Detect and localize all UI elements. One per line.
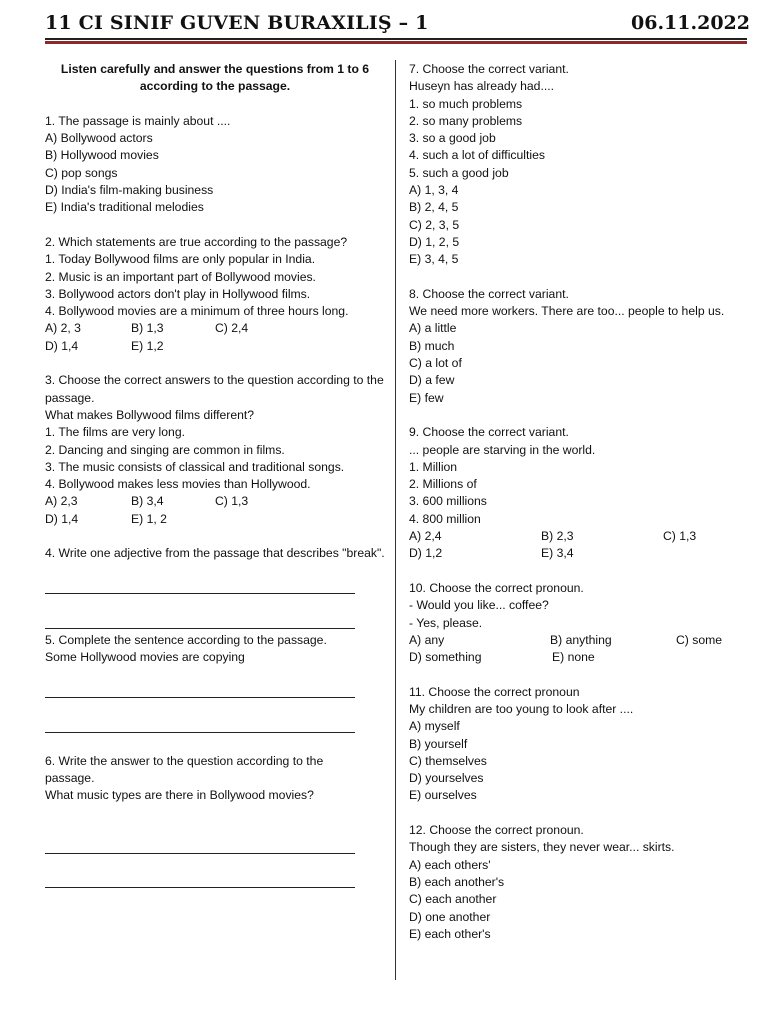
answer-option[interactable]: D) a few — [409, 373, 455, 388]
statement: 1. The films are very long. — [45, 425, 185, 440]
header-rule-accent — [45, 41, 747, 44]
question-stem: ... people are starving in the world. — [409, 442, 596, 457]
question-4 — [45, 545, 385, 631]
answer-option[interactable]: D) 1, 2, 5 — [409, 234, 460, 249]
instructions: Listen carefully and answer the questions from 1 to 6 according to the passage. — [60, 62, 370, 94]
question-prompt: 1. The passage is mainly about .... — [45, 113, 231, 128]
question-5 — [45, 632, 385, 736]
sentence-stem: Some Hollywood movies are copying — [45, 650, 245, 665]
dialog-line: - Yes, please. — [409, 615, 483, 630]
question-9 — [409, 424, 754, 562]
answer-option[interactable]: E) ourselves — [409, 788, 477, 803]
answer-line[interactable] — [45, 874, 385, 891]
column-divider — [395, 60, 396, 980]
answer-option[interactable]: B) yourself — [409, 736, 468, 751]
statement: 3. so a good job — [409, 131, 496, 146]
answer-option[interactable]: C) pop songs — [45, 165, 118, 180]
answer-option[interactable]: A) 2,4 — [409, 529, 442, 544]
statement: 1. so much problems — [409, 96, 523, 111]
statement: 4. 800 million — [409, 511, 481, 526]
answer-option[interactable]: E) 1, 2 — [131, 511, 167, 526]
question-12 — [409, 822, 754, 943]
answer-option[interactable]: B) Hollywood movies — [45, 148, 159, 163]
answer-option[interactable]: D) something — [409, 650, 482, 665]
statement: 2. Millions of — [409, 477, 477, 492]
answer-option[interactable]: B) 2,3 — [541, 529, 574, 544]
statement: 2. so many problems — [409, 113, 523, 128]
question-2 — [45, 234, 385, 355]
answer-option[interactable]: D) 1,2 — [409, 546, 443, 561]
answer-line[interactable] — [45, 580, 385, 597]
answer-option[interactable]: C) a lot of — [409, 356, 462, 371]
answer-line[interactable] — [45, 839, 385, 856]
dialog-line: - Would you like... coffee? — [409, 598, 549, 613]
answer-option[interactable]: A) a little — [409, 321, 457, 336]
answer-option[interactable]: B) 3,4 — [131, 494, 164, 509]
answer-option[interactable]: A) myself — [409, 719, 460, 734]
answer-option[interactable]: B) anything — [550, 632, 612, 647]
statement: 4. Bollywood makes less movies than Hollywood. — [45, 477, 311, 492]
answer-option[interactable]: E) few — [409, 390, 444, 405]
answer-option[interactable]: C) 2, 3, 5 — [409, 217, 460, 232]
exam-date: 06.11.2022 — [631, 12, 750, 34]
question-stem: Huseyn has already had.... — [409, 79, 554, 94]
statement: 5. such a good job — [409, 165, 509, 180]
answer-option[interactable]: E) each other's — [409, 926, 491, 941]
answer-option[interactable]: C) 1,3 — [663, 529, 697, 544]
question-prompt: 4. Write one adjective from the passage that describes "break". — [45, 546, 385, 561]
answer-line[interactable] — [45, 615, 385, 632]
question-1 — [45, 113, 385, 217]
statement: 1. Today Bollywood films are only popular in India. — [45, 252, 316, 267]
question-stem: My children are too young to look after .... — [409, 701, 634, 716]
answer-option[interactable]: C) themselves — [409, 753, 487, 768]
question-prompt: 2. Which statements are true according to the passage? — [45, 234, 348, 249]
answer-option[interactable]: A) any — [409, 632, 445, 647]
answer-option[interactable]: B) much — [409, 338, 455, 353]
statement: 4. such a lot of difficulties — [409, 148, 545, 163]
answer-option[interactable]: C) 2,4 — [215, 321, 249, 336]
answer-option[interactable]: E) 3,4 — [541, 546, 574, 561]
question-prompt: 3. Choose the correct answers to the question according to the passage. — [45, 373, 384, 405]
answer-option[interactable]: C) 1,3 — [215, 494, 249, 509]
header-rule — [45, 38, 747, 40]
question-text: What makes Bollywood films different? — [45, 407, 255, 422]
answer-line[interactable] — [45, 684, 385, 701]
right-column — [409, 61, 754, 943]
answer-option[interactable]: E) India's traditional melodies — [45, 200, 204, 215]
question-prompt: 7. Choose the correct variant. — [409, 62, 569, 76]
question-11 — [409, 684, 754, 805]
question-prompt: 9. Choose the correct variant. — [409, 425, 569, 440]
answer-option[interactable]: C) each another — [409, 892, 497, 907]
statement: 3. 600 millions — [409, 494, 487, 509]
question-prompt: 5. Complete the sentence according to the passage. — [45, 632, 327, 647]
answer-option[interactable]: A) 2,3 — [45, 494, 78, 509]
question-6 — [45, 753, 385, 891]
answer-option[interactable]: E) 3, 4, 5 — [409, 252, 459, 267]
question-text: What music types are there in Bollywood movies? — [45, 788, 314, 803]
statement: 2. Dancing and singing are common in films. — [45, 442, 285, 457]
answer-option[interactable]: D) one another — [409, 909, 491, 924]
question-3 — [45, 372, 385, 528]
question-prompt: 10. Choose the correct pronoun. — [409, 580, 584, 595]
question-10 — [409, 580, 754, 666]
answer-option[interactable]: A) each others' — [409, 857, 491, 872]
answer-option[interactable]: A) Bollywood actors — [45, 131, 153, 146]
answer-option[interactable]: B) 2, 4, 5 — [409, 200, 459, 215]
answer-option[interactable]: D) 1,4 — [45, 338, 79, 353]
statement: 4. Bollywood movies are a minimum of three hours long. — [45, 304, 349, 319]
statement: 2. Music is an important part of Bollywood movies. — [45, 269, 316, 284]
answer-option[interactable]: D) 1,4 — [45, 511, 79, 526]
answer-option[interactable]: D) India's film-making business — [45, 183, 214, 198]
statement: 3. Bollywood actors don't play in Hollywood films. — [45, 286, 311, 301]
answer-option[interactable]: E) 1,2 — [131, 338, 164, 353]
answer-option[interactable]: E) none — [552, 650, 595, 665]
statement: 3. The music consists of classical and traditional songs. — [45, 459, 345, 474]
statement: 1. Million — [409, 459, 458, 474]
answer-option[interactable]: C) some — [676, 632, 723, 647]
answer-option[interactable]: D) yourselves — [409, 771, 484, 786]
answer-option[interactable]: B) 1,3 — [131, 321, 164, 336]
question-7 — [409, 61, 754, 269]
question-8 — [409, 286, 754, 407]
question-stem: We need more workers. There are too... people to help us. — [409, 304, 725, 319]
exam-title: 11 CI SINIF GUVEN BURAXILIŞ – 1 — [45, 12, 429, 34]
answer-option[interactable]: B) each another's — [409, 874, 505, 889]
question-prompt: 12. Choose the correct pronoun. — [409, 823, 584, 838]
question-prompt: 6. Write the answer to the question according to the passage. — [45, 753, 324, 786]
answer-line[interactable] — [45, 718, 385, 735]
answer-option[interactable]: A) 2, 3 — [45, 321, 81, 336]
answer-option[interactable]: A) 1, 3, 4 — [409, 183, 459, 198]
question-prompt: 8. Choose the correct variant. — [409, 286, 569, 301]
left-column — [45, 61, 385, 891]
question-stem: Though they are sisters, they never wear... skirts. — [409, 840, 675, 855]
question-prompt: 11. Choose the correct pronoun — [409, 684, 580, 699]
